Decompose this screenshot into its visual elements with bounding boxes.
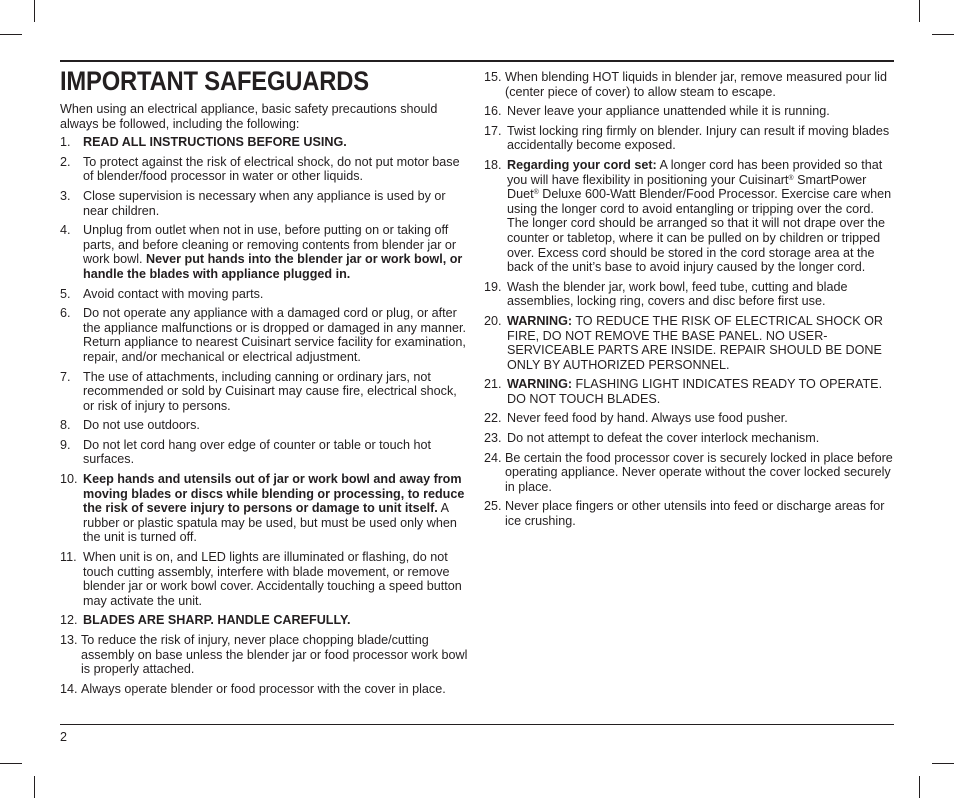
item-text (83, 287, 263, 301)
item-text (83, 306, 466, 364)
safeguard-item (60, 155, 470, 184)
item-number: 17. (484, 123, 502, 138)
item-text (507, 124, 889, 153)
item-text-run: Keep hands and utensils out of jar or work bowl and away from moving blades or discs while blending or processing, to reduce the risk of severe injury to persons or damage to unit itself. (83, 472, 465, 516)
item-text (81, 633, 467, 676)
item-number: 18. (484, 157, 502, 172)
safeguard-item (60, 682, 470, 697)
safeguard-item (484, 451, 896, 495)
item-text-run: Never feed food by hand. Always use food pusher. (507, 411, 788, 426)
item-text (505, 70, 887, 99)
safeguard-item (60, 438, 470, 467)
item-number: 8. (60, 418, 71, 433)
safeguard-item (484, 499, 896, 528)
item-text-run: Unplug from outlet when not in use, before putting on or taking off parts, and before cleaning or removing contents from blender jar or work bowl. (83, 223, 457, 267)
item-number: 3. (60, 188, 71, 203)
item-text (83, 135, 347, 149)
item-text (83, 223, 462, 281)
item-text-run: Deluxe 600-Watt Blender/Food Processor. Exercise care when using the longer cord to avoid entangling or tripping over the cord. The longer cord should be arranged so that it will not drape over the counter or tabletop, where it can be pulled on by children or tripped over. Excess cord should be stored in the cord storage area at the back of the unit’s base to avoid injury caused by the longer cord. (507, 187, 892, 275)
safeguard-item (60, 613, 470, 628)
item-text (507, 314, 883, 372)
item-text-run: Close supervision is necessary when any appliance is used by or near children. (83, 188, 446, 218)
item-text-run: Never place fingers or other utensils into feed or discharge areas for ice crushing. (505, 499, 885, 529)
item-text-run: A longer cord has been provided so that you will have flexibility in positioning your Cuisinart (507, 157, 883, 187)
safeguard-item (484, 411, 896, 426)
item-text (83, 370, 457, 413)
item-number: 5. (60, 286, 71, 301)
item-number: 2. (60, 154, 71, 169)
safeguard-item (484, 70, 896, 99)
page-title: IMPORTANT SAFEGUARDS (60, 66, 369, 96)
safeguard-list-left (60, 135, 470, 696)
item-number: 22. (484, 411, 502, 426)
left-column (60, 66, 470, 701)
item-text (83, 472, 464, 544)
safeguard-list-right (484, 70, 896, 529)
item-text (507, 104, 830, 118)
safeguard-item (484, 124, 896, 153)
item-text (507, 411, 788, 425)
crop-mark (0, 763, 22, 764)
item-number: 9. (60, 437, 71, 452)
top-rule (60, 60, 894, 62)
item-text-run: WARNING: (507, 313, 573, 328)
item-text (83, 189, 446, 218)
item-number: 13. (60, 633, 78, 647)
item-text-run: BLADES ARE SHARP. HANDLE CAREFULLY. (83, 613, 351, 628)
item-text (507, 377, 882, 406)
item-number: 1. (60, 135, 71, 150)
item-text (505, 451, 893, 494)
item-number: 10. (60, 472, 78, 487)
crop-mark (919, 0, 920, 22)
item-number: 4. (60, 223, 71, 238)
item-number: 16. (484, 104, 502, 119)
item-text-run: To protect against the risk of electrical shock, do not put motor base of blender/food processor in water or other liquids. (83, 154, 460, 184)
item-text-run: Never put hands into the blender jar or work bowl, or handle the blades with appliance plugged in. (83, 252, 463, 281)
item-text-run: READ ALL INSTRUCTIONS BEFORE USING. (83, 135, 347, 150)
crop-mark (919, 776, 920, 798)
safeguard-item (484, 377, 896, 406)
item-number: 24. (484, 450, 502, 465)
item-text (507, 158, 891, 274)
safeguard-item (484, 104, 896, 119)
item-number: 6. (60, 306, 71, 321)
item-number: 15. (484, 70, 502, 84)
item-text-run: Twist locking ring firmly on blender. Injury can result if moving blades accidentally become exposed. (507, 123, 890, 153)
item-text (507, 280, 847, 309)
item-number: 7. (60, 369, 71, 384)
safeguard-item (60, 370, 470, 414)
item-number: 12. (60, 613, 78, 628)
item-text (507, 431, 819, 445)
safeguard-item (60, 189, 470, 218)
item-text-run: Regarding your cord set: (507, 157, 657, 172)
item-text-run: Do not attempt to defeat the cover interlock mechanism. (507, 431, 820, 446)
item-text-run: TO REDUCE THE RISK OF ELECTRICAL SHOCK OR FIRE, DO NOT REMOVE THE BASE PANEL. NO USER-SERVICEABLE PARTS ARE INSIDE. REPAIR SHOULD BE DONE ONLY BY AUTHORIZED PERSONNEL. (507, 313, 884, 372)
item-text (83, 418, 200, 432)
item-text-run: Avoid contact with moving parts. (83, 286, 264, 301)
safeguard-item (60, 550, 470, 608)
safeguard-item (484, 431, 896, 446)
item-text-run: When blending HOT liquids in blender jar, remove measured pour lid (center piece of cover) to allow steam to escape. (505, 70, 887, 99)
item-text-run: Wash the blender jar, work bowl, feed tube, cutting and blade assemblies, locking ring, covers and disc before first use. (507, 279, 848, 309)
item-text (83, 613, 351, 627)
page-number: 2 (60, 730, 68, 744)
item-text-run: Be certain the food processor cover is securely locked in place before operating appliance. Never operate without the cover locked securely in place. (505, 450, 893, 494)
item-text (83, 155, 460, 184)
item-text-run: Do not use outdoors. (83, 418, 200, 433)
item-text-run: Do not operate any appliance with a damaged cord or plug, or after the appliance malfunctions or is dropped or damaged in any manner. Return appliance to nearest Cuisinart service facility for examination, repair, and/or mechanical or electrical adjustment. (83, 306, 466, 364)
safeguard-item (60, 135, 470, 150)
safeguard-item (60, 418, 470, 433)
crop-mark (34, 776, 35, 798)
item-text-run: To reduce the risk of injury, never place chopping blade/cutting assembly on base unless the blender jar or food processor work bowl is properly attached. (81, 633, 468, 677)
safeguard-item (484, 158, 896, 275)
item-text-run: WARNING: (507, 377, 573, 392)
safeguard-item (484, 314, 896, 372)
safeguard-item (60, 287, 470, 302)
item-text (505, 499, 884, 528)
item-text-run: When unit is on, and LED lights are illuminated or flashing, do not touch cutting assembly, interfere with blade movement, or remove blender jar or work bowl cover. Accidentally touching a speed button may activate the unit. (83, 550, 462, 608)
item-number: 25. (484, 499, 502, 514)
item-text-run: ® (533, 189, 539, 197)
item-text (83, 550, 462, 608)
intro-text: When using an electrical appliance, basic safety precautions should always be followed, including the following: (60, 102, 438, 131)
crop-mark (932, 763, 954, 764)
item-text (81, 682, 446, 696)
item-text-run: FLASHING LIGHT INDICATES READY TO OPERATE. DO NOT TOUCH BLADES. (507, 377, 883, 406)
safeguard-item (60, 633, 470, 677)
item-text-run: Always operate blender or food processor with the cover in place. (81, 681, 446, 696)
item-text (83, 438, 431, 467)
item-number: 20. (484, 313, 502, 328)
crop-mark (932, 34, 954, 35)
item-number: 19. (484, 279, 502, 294)
item-text-run: Do not let cord hang over edge of counter or table or touch hot surfaces. (83, 437, 431, 467)
item-number: 14. (60, 681, 78, 696)
item-text-run: The use of attachments, including canning or ordinary jars, not recommended or sold by Cuisinart may cause fire, electrical shock, or risk of injury to persons. (83, 369, 457, 413)
bottom-rule (60, 724, 894, 725)
item-text-run: ® (788, 174, 794, 182)
item-number: 11. (60, 550, 77, 565)
crop-mark (34, 0, 35, 22)
safeguard-item (60, 223, 470, 281)
item-text-run: A rubber or plastic spatula may be used, but must be used only when the unit is turned off. (83, 501, 457, 545)
item-text-run: Never leave your appliance unattended while it is running. (507, 104, 830, 119)
right-column (484, 70, 896, 534)
item-number: 21. (484, 377, 502, 392)
item-number: 23. (484, 431, 502, 446)
safeguard-item (484, 280, 896, 309)
safeguard-item (60, 306, 470, 364)
item-text-run: SmartPower Duet (507, 172, 867, 202)
safeguard-item (60, 472, 470, 545)
crop-mark (0, 34, 22, 35)
